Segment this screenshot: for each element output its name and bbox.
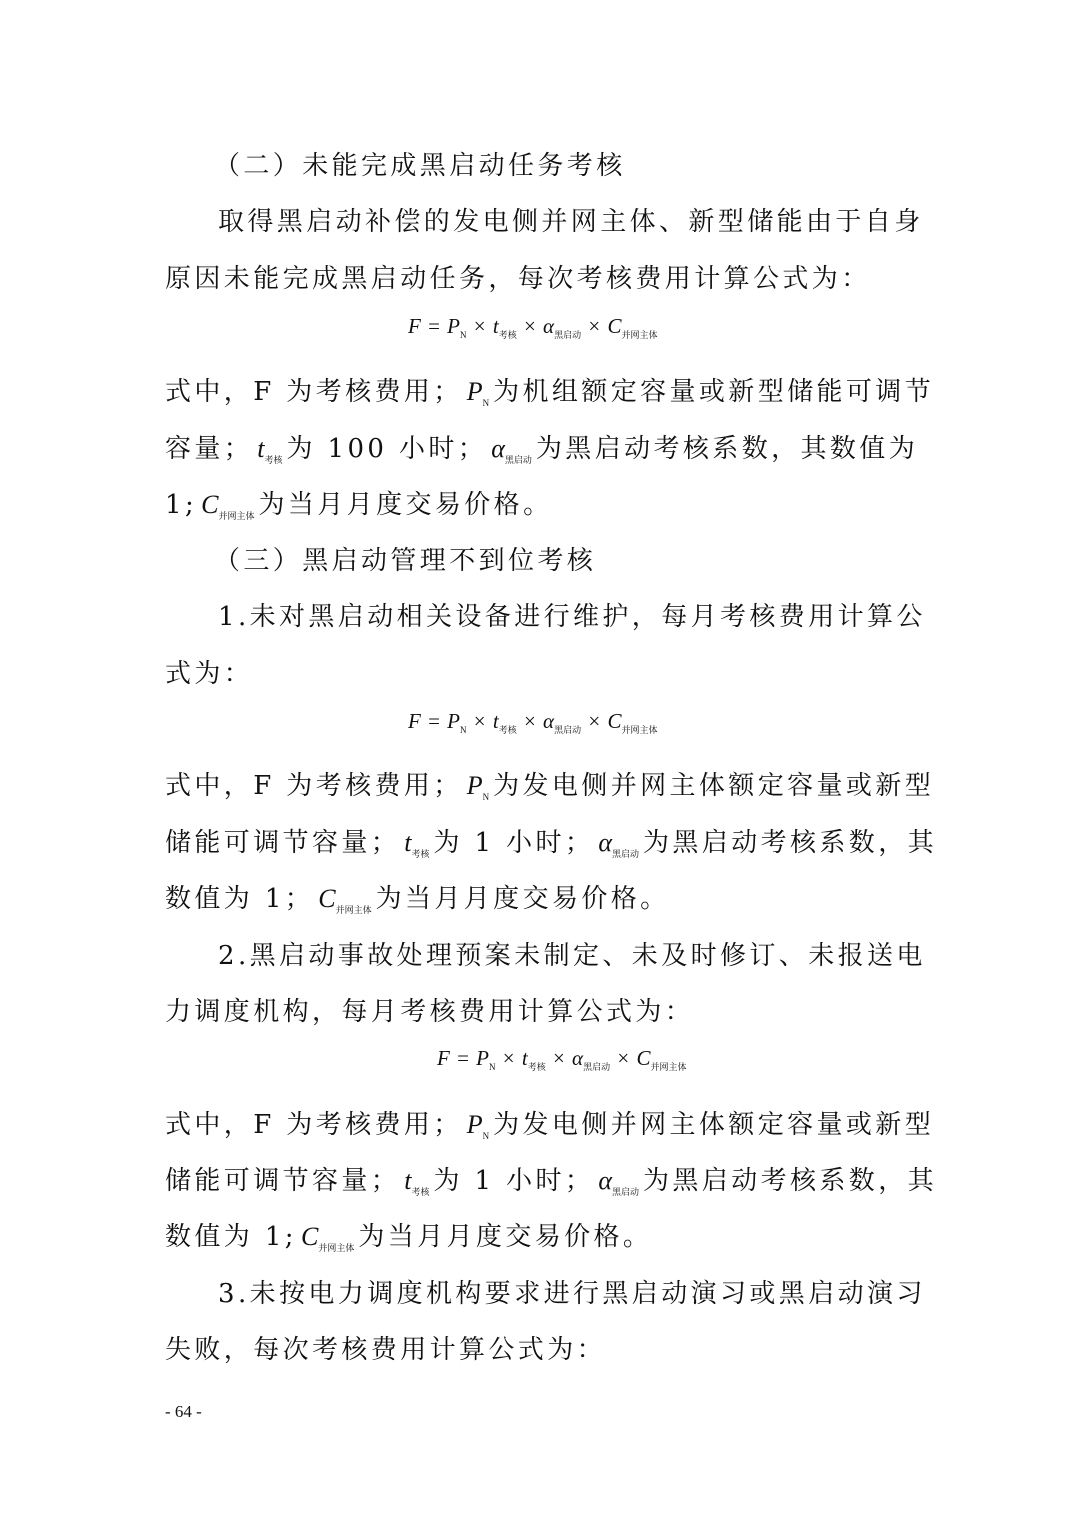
paragraph-line: 失败，每次考核费用计算公式为： <box>165 1335 607 1365</box>
formula: $F = P_N \times t_{考核} \times \alpha_{黑启动} \times C_{并网主体}$ <box>437 1046 687 1073</box>
paragraph-line: 式中，F 为考核费用； $P_N$ 为机组额定容量或新型储能可调节 <box>165 377 935 409</box>
paragraph-line: 1; $C_{并网主体}$ 为当月月度交易价格。 <box>165 490 553 522</box>
paragraph-line: 3.未按电力调度机构要求进行黑启动演习或黑启动演习 <box>218 1279 926 1309</box>
paragraph-line: 式为： <box>165 659 254 689</box>
paragraph-line: 式中，F 为考核费用； $P_N$ 为发电侧并网主体额定容量或新型 <box>165 1110 935 1142</box>
paragraph-line: 2.黑启动事故处理预案未制定、未及时修订、未报送电 <box>218 941 926 971</box>
paragraph-line: 储能可调节容量； $t_{考核}$ 为 1 小时； $\alpha_{黑启动}$ 为黑启动考核系数，其 <box>165 828 938 860</box>
formula: $F = P_N \times t_{考核} \times \alpha_{黑启动} \times C_{并网主体}$ <box>408 709 658 736</box>
section-heading-2: （二）未能完成黑启动任务考核 <box>214 151 626 181</box>
page-number: - 64 - <box>165 1402 202 1421</box>
paragraph-line: 数值为 1； $C_{并网主体}$ 为当月月度交易价格。 <box>165 884 670 916</box>
formula: $F = P_N \times t_{考核} \times \alpha_{黑启动} \times C_{并网主体}$ <box>408 314 658 341</box>
paragraph-line: 容量； $t_{考核}$ 为 100 小时； $\alpha_{黑启动}$ 为黑启动考核系数，其数值为 <box>165 434 919 466</box>
paragraph-line: 1.未对黑启动相关设备进行维护，每月考核费用计算公 <box>218 602 926 632</box>
section-heading-3: （三）黑启动管理不到位考核 <box>214 546 597 576</box>
paragraph-line: 力调度机构，每月考核费用计算公式为： <box>165 997 695 1027</box>
paragraph-line: 取得黑启动补偿的发电侧并网主体、新型储能由于自身 <box>218 207 924 237</box>
paragraph-line: 数值为 1; $C_{并网主体}$ 为当月月度交易价格。 <box>165 1222 653 1254</box>
paragraph-line: 式中，F 为考核费用； $P_N$ 为发电侧并网主体额定容量或新型 <box>165 771 935 803</box>
paragraph-line: 原因未能完成黑启动任务，每次考核费用计算公式为： <box>165 264 871 294</box>
paragraph-line: 储能可调节容量； $t_{考核}$ 为 1 小时； $\alpha_{黑启动}$ 为黑启动考核系数，其 <box>165 1166 938 1198</box>
